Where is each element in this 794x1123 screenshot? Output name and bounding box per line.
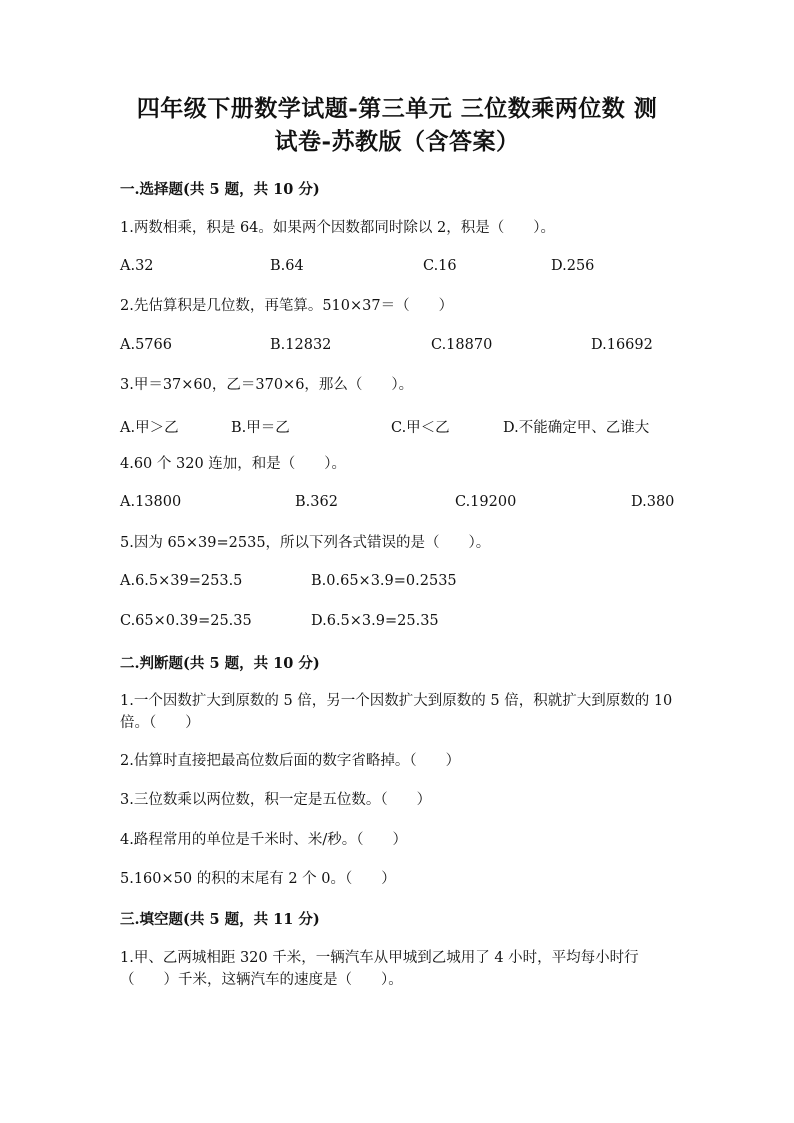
choice-4-option-a: A.13800 <box>120 494 182 510</box>
choice-3-option-a: A.甲＞乙 <box>120 420 179 436</box>
choice-3-option-d: D.不能确定甲、乙谁大 <box>503 420 650 436</box>
choice-4-option-d: D.380 <box>631 494 675 510</box>
choice-question-4: 4.60 个 320 连加，和是（ ）。 <box>120 456 347 472</box>
choice-question-3: 3.甲＝37×60，乙＝370×6，那么（ ）。 <box>120 377 414 393</box>
choice-2-option-a: A.5766 <box>120 337 172 353</box>
section-heading-choice: 一.选择题(共 5 题，共 10 分) <box>120 181 320 198</box>
choice-5-option-c: C.65×0.39=25.35 <box>120 613 252 629</box>
judge-question-4: 4.路程常用的单位是千米时、米/秒。（ ） <box>120 832 407 848</box>
choice-5-option-b: B.0.65×3.9=0.2535 <box>311 573 457 589</box>
fill-question-1: 1.甲、乙两城相距 320 千米，一辆汽车从甲城到乙城用了 4 小时，平均每小时行（ ）千米，这辆汽车的速度是（ ）。 <box>120 950 639 988</box>
choice-1-option-c: C.16 <box>423 258 457 274</box>
choice-4-option-b: B.362 <box>295 494 338 510</box>
judge-question-1: 1.一个因数扩大到原数的 5 倍，另一个因数扩大到原数的 5 倍，积就扩大到原数的 10 倍。（ ） <box>120 693 673 731</box>
section-heading-judge: 二.判断题(共 5 题，共 10 分) <box>120 655 320 672</box>
choice-5-option-d: D.6.5×3.9=25.35 <box>311 613 439 629</box>
choice-2-option-b: B.12832 <box>270 337 332 353</box>
choice-1-option-a: A.32 <box>120 258 154 274</box>
choice-5-option-a: A.6.5×39=253.5 <box>120 573 243 589</box>
judge-question-3: 3.三位数乘以两位数，积一定是五位数。（ ） <box>120 792 432 808</box>
choice-question-5: 5.因为 65×39=2535，所以下列各式错误的是（ ）。 <box>120 535 491 551</box>
title-line-1: 四年级下册数学试题-第三单元 三位数乘两位数 测 <box>136 95 658 122</box>
judge-question-5: 5.160×50 的积的末尾有 2 个 0。（ ） <box>120 871 396 887</box>
choice-1-option-b: B.64 <box>270 258 304 274</box>
section-heading-fill: 三.填空题(共 5 题，共 11 分) <box>120 911 320 928</box>
exam-title <box>100 92 694 158</box>
choice-question-1: 1.两数相乘，积是 64。如果两个因数都同时除以 2，积是（ ）。 <box>120 220 555 236</box>
choice-4-option-c: C.19200 <box>455 494 517 510</box>
choice-2-option-d: D.16692 <box>591 337 653 353</box>
choice-1-option-d: D.256 <box>551 258 595 274</box>
choice-3-option-b: B.甲＝乙 <box>231 420 290 436</box>
judge-question-2: 2.估算时直接把最高位数后面的数字省略掉。（ ） <box>120 753 461 769</box>
choice-3-option-c: C.甲＜乙 <box>391 420 450 436</box>
choice-question-2: 2.先估算积是几位数，再笔算。510×37＝（ ） <box>120 298 454 314</box>
choice-2-option-c: C.18870 <box>431 337 493 353</box>
title-line-2: 试卷-苏教版（含答案） <box>274 128 520 155</box>
